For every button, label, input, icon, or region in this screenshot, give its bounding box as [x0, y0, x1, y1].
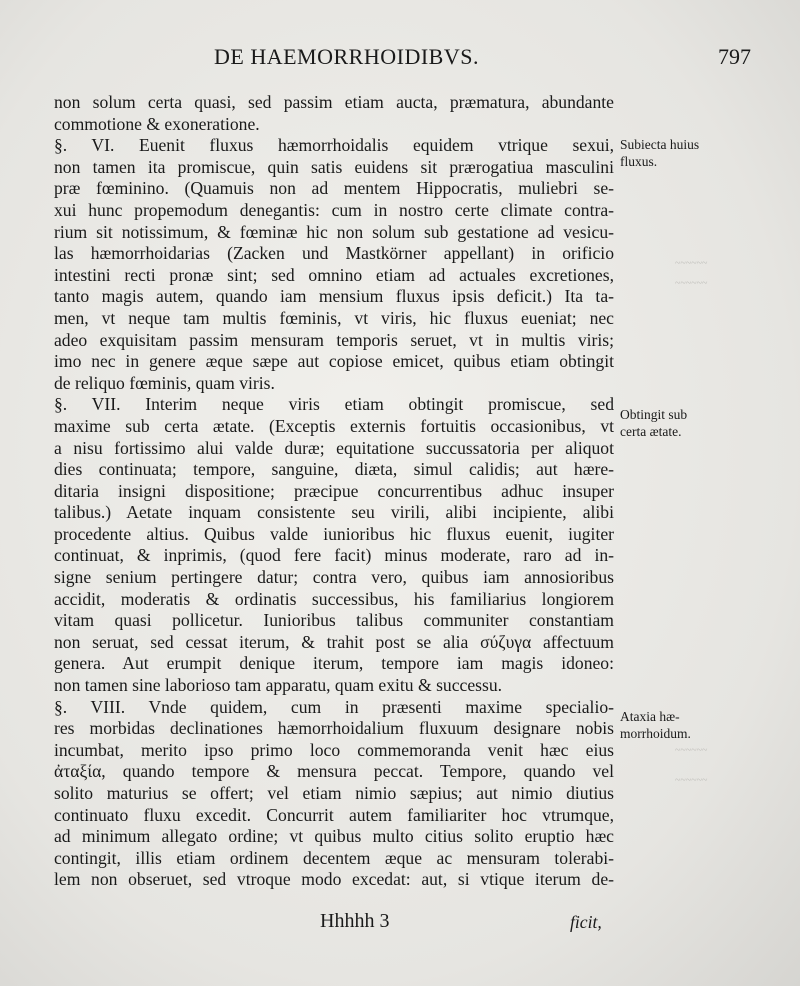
text-line: continuato fluxu excedit. Concurrit autem familiariter hoc vtrumque, [54, 804, 614, 825]
text-line: procedente altius. Quibus valde iunioribus hic fluxus euenit, iugiter [54, 523, 614, 544]
bleed-through-mark: ~~~~~~ [675, 745, 708, 756]
text-line: §. VII. Interim neque viris etiam obtingit promiscue, sed [54, 394, 614, 415]
text-line: dies continuata; tempore, sanguine, diæta, simul calidis; aut hære- [54, 459, 614, 480]
text-line: de reliquo fœminis, quam viris. [54, 372, 275, 393]
body-text [54, 92, 614, 891]
text-line: ad minimum allegato ordine; vt quibus multo citius solito eruptio hæc [54, 826, 614, 847]
page-header [0, 44, 800, 74]
text-line: non solum certa quasi, sed passim etiam aucta, præmatura, abundante [54, 92, 614, 112]
bleed-through-mark: ~~~~~~ [675, 258, 708, 269]
running-title: DE HAEMORRHOIDIBVS. [214, 44, 479, 69]
text-line: ἀταξία, quando tempore & mensura peccat. Tempore, quando vel [54, 761, 614, 782]
bleed-through-mark: ~~~~~~ [675, 278, 708, 289]
margin-note-line: Subiecta huius [620, 137, 700, 152]
text-line: xui hunc propemodum denegantis: cum in nostro certe climate contra- [54, 199, 614, 220]
text-line: signe senium pertingere datur; contra vero, quibus iam annosioribus [54, 567, 614, 588]
margin-note-line: Obtingit sub [620, 407, 688, 422]
text-line: genera. Aut erumpit denique iterum, tempore iam magis idoneo: [54, 653, 614, 674]
text-line: res morbidas declinationes hæmorrhoidalium fluxuum designare nobis [54, 718, 614, 739]
text-line: a nisu fortissimo alui valde duræ; equitatione succussatoria per aliquot [54, 437, 614, 458]
text-line: maxime sub certa ætate. (Exceptis externis fortuitis occasionibus, vt [54, 415, 614, 436]
text-line: adeo exquisitam passim mensuram temporis seruet, vt in multis viris; [54, 329, 614, 350]
text-line: §. VIII. Vnde quidem, cum in præsenti maxime specialio- [54, 696, 614, 717]
text-line: præ fœminino. (Quamuis non ad mentem Hippocratis, muliebri se- [54, 178, 614, 199]
text-line: talibus.) Aetate inquam consistente seu virili, alibi incipiente, alibi [54, 502, 614, 523]
page-number: 797 [718, 44, 751, 69]
text-line: rium sit notissimum, & fœminæ hic non solum sub gestatione ad vesicu- [54, 221, 614, 242]
text-line: lem non obseruet, sed vtroque modo excedat: aut, si vtique iterum de- [54, 869, 614, 890]
margin-note-line: certa ætate. [620, 424, 682, 439]
text-line: commotione & exoneratione. [54, 113, 260, 134]
text-line: §. VI. Euenit fluxus hæmorrhoidalis equidem vtrique sexui, [54, 135, 614, 156]
margin-note-subiecta [620, 136, 732, 170]
margin-note-obtingit [620, 406, 732, 440]
margin-note-line: Ataxia hæ- [620, 709, 680, 724]
margin-note-line: morrhoidum. [620, 726, 691, 741]
text-line: accidit, moderatis & ordinatis successibus, his familiarius longiorem [54, 588, 614, 609]
bleed-through-mark: ~~~~~~ [675, 775, 708, 786]
text-line: non tamen ita promiscue, quin satis euidens sit prærogatiua masculini [54, 156, 614, 177]
text-line: tanto magis autem, quando iam mensium fluxus ipsis deficit.) Ita ta- [54, 286, 614, 307]
text-line: imo nec in genere æque sæpe aut copiose emicet, quibus etiam obtingit [54, 351, 614, 372]
text-line: vitam quasi pollicetur. Iunioribus talibus communiter constantiam [54, 610, 614, 631]
catchword: ficit, [570, 912, 602, 932]
text-line: men, vt neque tam multis fœminis, vt viris, hic fluxus eueniat; nec [54, 307, 614, 328]
text-line: continuat, & inprimis, (quod fere facit) minus moderate, raro ad in- [54, 545, 614, 566]
text-line: non tamen sine laborioso tam apparatu, quam exitu & successu. [54, 675, 503, 696]
text-line: las hæmorrhoidarias (Zacken und Mastkörner appellant) in orificio [54, 243, 614, 264]
text-line: solito maturius se offert; vel etiam nimio sæpius; aut nimio diutius [54, 783, 614, 803]
text-line: ditaria insigni dispositione; præcipue concurrentibus adhuc insuper [54, 480, 614, 501]
text-line: incumbat, merito ipso primo loco commemoranda venit hæc eius [54, 739, 614, 760]
text-line: non seruat, sed cessat iterum, & trahit post se alia σύζυγα affectuum [54, 631, 614, 652]
signature-mark: Hhhhh 3 [320, 910, 390, 932]
text-line: contingit, illis etiam ordinem decentem æque ac mensuram tolerabi- [54, 847, 614, 868]
margin-note-line: fluxus. [620, 154, 658, 169]
margin-note-ataxia [620, 708, 732, 742]
text-line: intestini recti pronæ sint; sed omnino etiam ad actuales excretiones, [54, 264, 614, 285]
page-footer [0, 910, 800, 940]
